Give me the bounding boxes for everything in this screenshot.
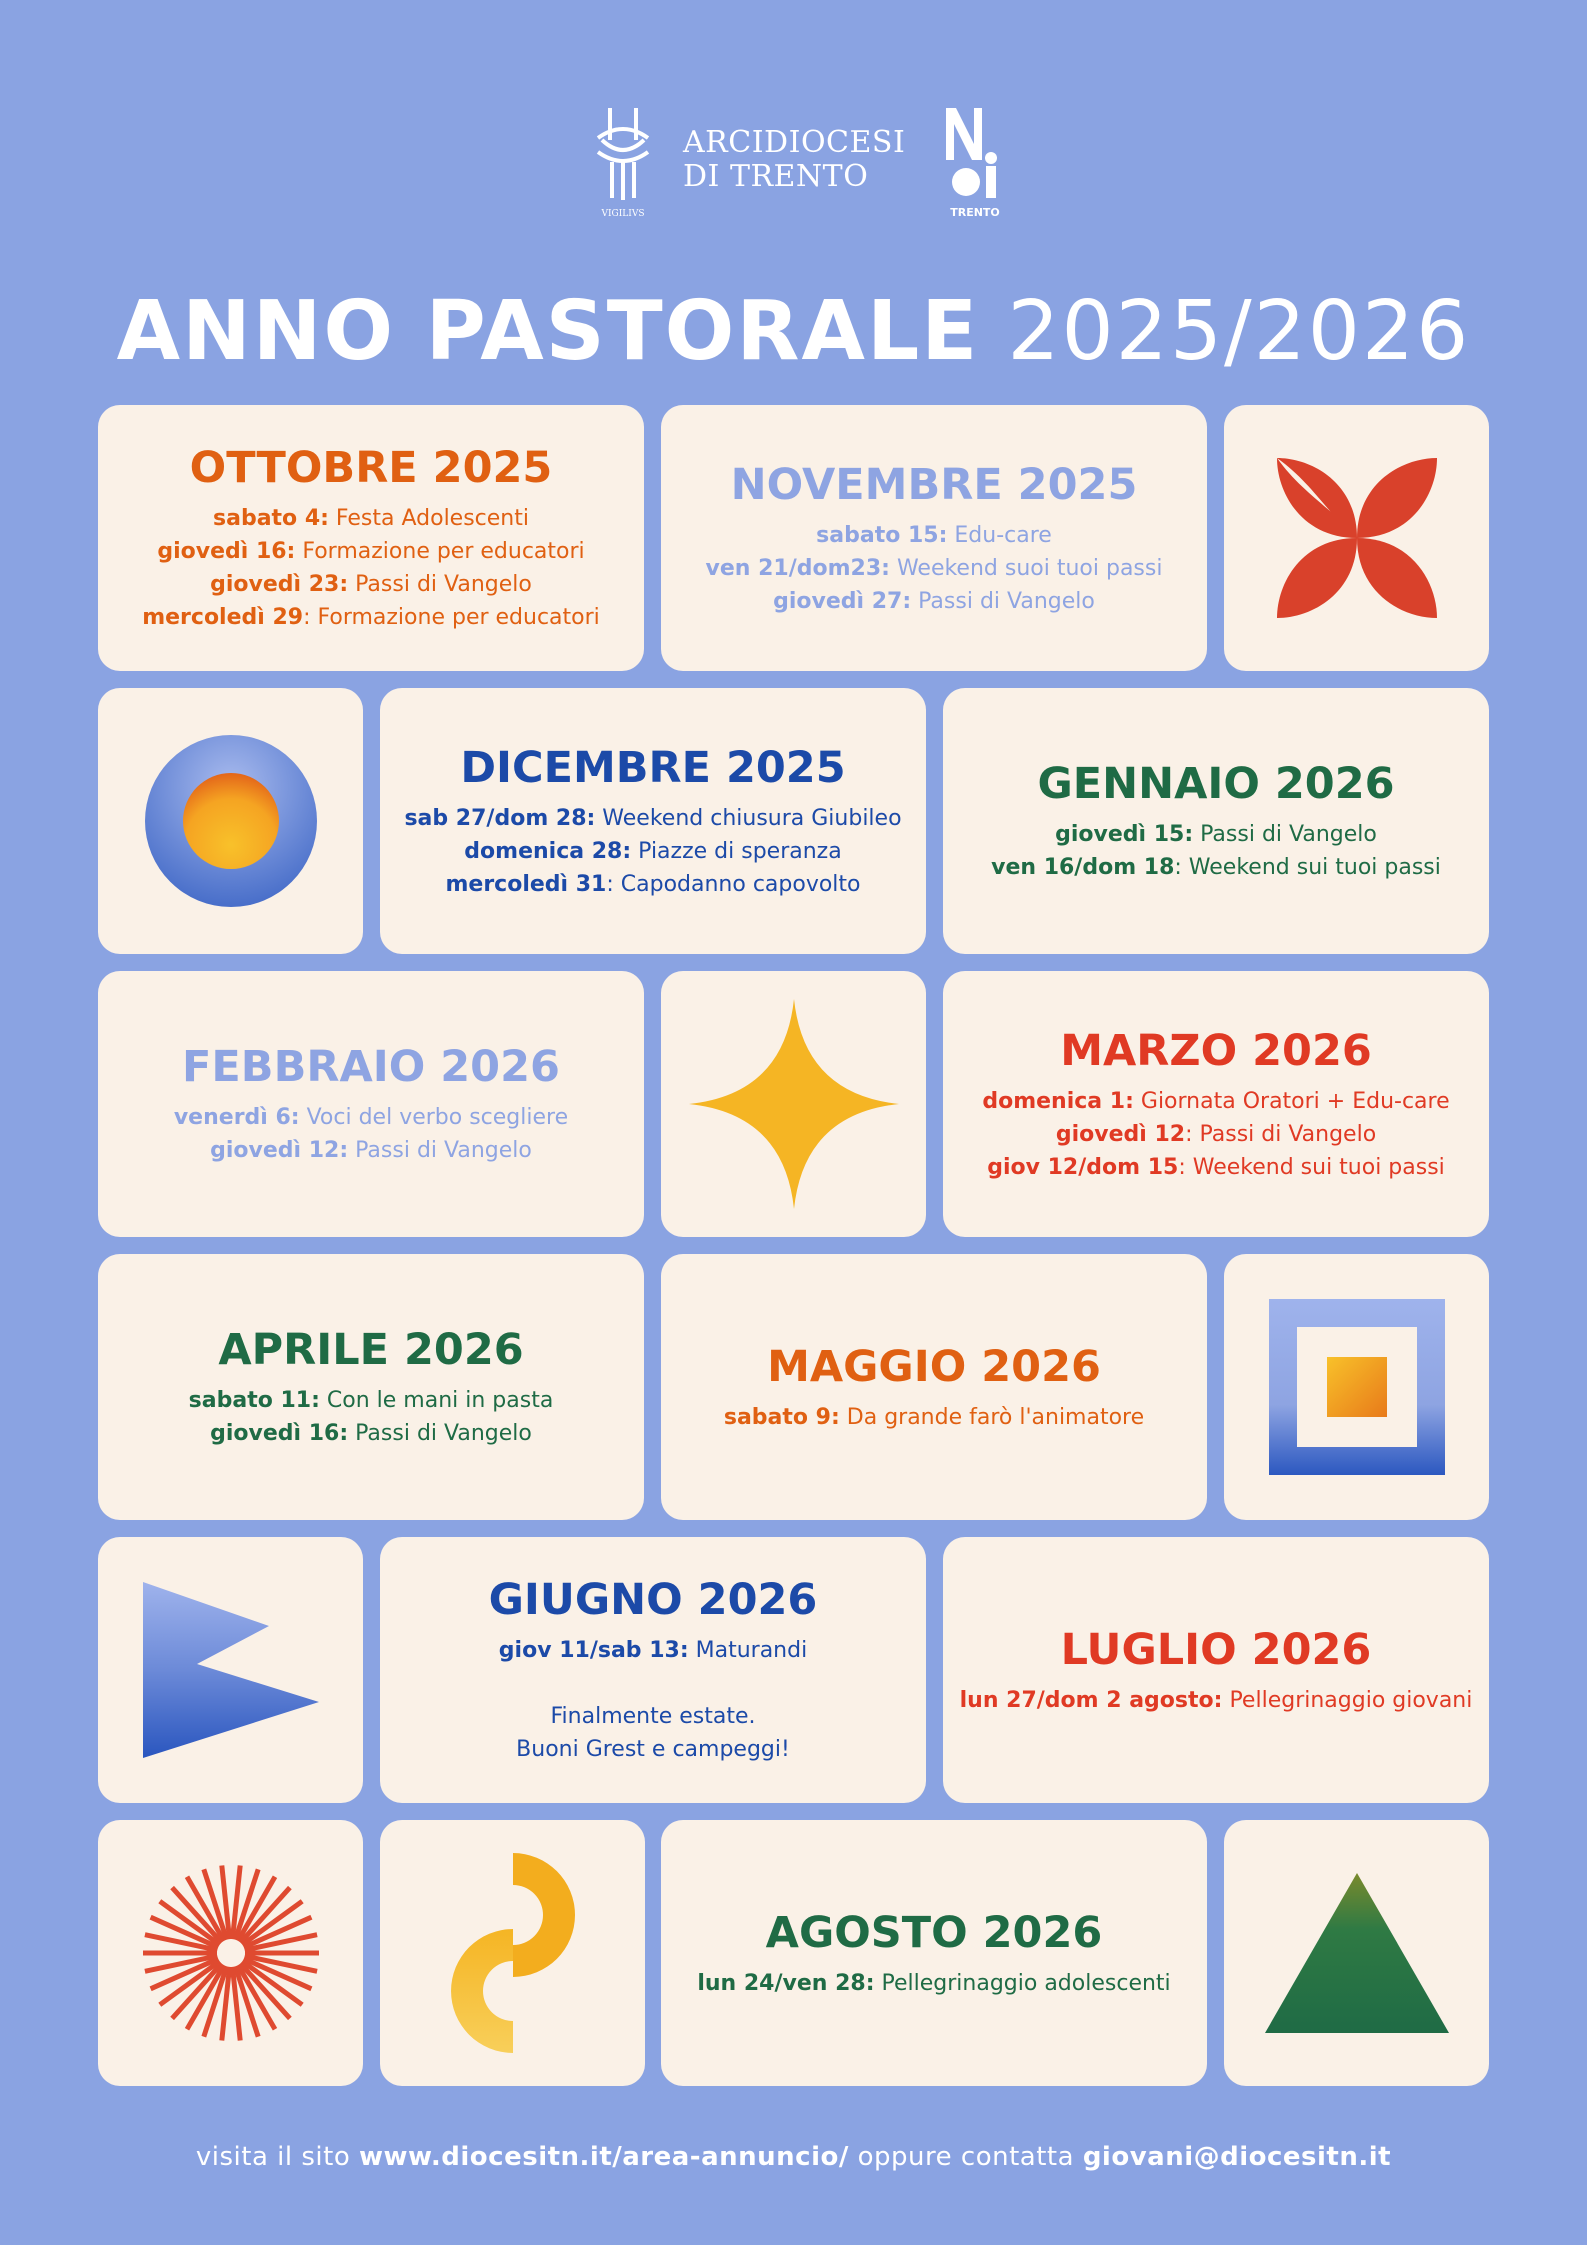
circle-sun-icon [141,731,321,911]
event-line: sab 27/dom 28: Weekend chiusura Giubileo [404,805,902,831]
event-line: giovedì 27: Passi di Vangelo [773,588,1095,614]
org-line1: ARCIDIOCESI [683,125,906,160]
footer-prefix: visita il sito [195,2142,360,2172]
month-title: APRILE 2026 [218,1325,524,1375]
header [0,100,1587,220]
month-title: DICEMBRE 2025 [460,742,846,793]
month-card-ottobre [98,405,644,671]
month-title: AGOSTO 2026 [765,1907,1103,1958]
archdiocese-wordmark [683,126,905,194]
month-card-giugno [380,1537,926,1803]
event-line: giovedì 12: Passi di Vangelo [1055,1121,1377,1147]
event-line: lun 27/dom 2 agosto: Pellegrinaggio giovani [959,1687,1473,1713]
icon-card [1224,1820,1489,2086]
icon-card [1224,1254,1489,1520]
icon-card [661,971,926,1237]
month-card-maggio [661,1254,1207,1520]
month-card-luglio [943,1537,1489,1803]
month-title: MAGGIO 2026 [767,1341,1101,1392]
event-line: mercoledì 29: Formazione per educatori [142,605,600,630]
event-line: mercoledì 31: Capodanno capovolto [445,871,861,897]
month-title: MARZO 2026 [1060,1025,1372,1076]
org-line2: DI TRENTO [683,159,869,194]
event-line: sabato 15: Edu-care [816,522,1052,548]
month-card-febbraio [98,971,644,1237]
vigilius-logo [588,100,658,220]
month-card-novembre [661,405,1207,671]
event-line: giov 11/sab 13: Maturandi [498,1638,808,1663]
event-line: ven 16/dom 18: Weekend sui tuoi passi [991,855,1441,880]
event-line: sabato 4: Festa Adolescenti [213,506,529,531]
icon-card [380,1820,645,2086]
event-line: domenica 28: Piazze di speranza [464,838,842,864]
title-year: 2025/2026 [1007,284,1471,379]
icon-card [98,1820,363,2086]
event-line: sabato 11: Con le mani in pasta [188,1388,554,1413]
month-title: FEBBRAIO 2026 [182,1042,560,1092]
month-title: LUGLIO 2026 [1060,1624,1372,1675]
interlocking-arcs-icon [438,1853,588,2053]
title-bold: ANNO PASTORALE [116,284,980,379]
month-card-aprile [98,1254,644,1520]
footer [0,2142,1587,2172]
nested-squares-icon [1269,1299,1445,1475]
month-card-gennaio [943,688,1489,954]
footer-site-link[interactable]: www.diocesitn.it/area-annuncio/ [359,2142,849,2172]
month-title: GIUGNO 2026 [488,1575,818,1625]
event-line: domenica 1: Giornata Oratori + Edu-care [982,1088,1450,1114]
page-title [0,282,1587,382]
noi-trento-logo [940,100,1010,220]
noi-caption: TRENTO [950,206,1000,219]
event-line: venerdì 6: Voci del verbo scegliere [173,1105,569,1130]
event-line: giov 12/dom 15: Weekend sui tuoi passi [987,1154,1445,1180]
giugno-note-line: Finalmente estate. [550,1704,756,1729]
event-line: ven 21/dom23: Weekend suoi tuoi passi [705,555,1163,581]
footer-email-link[interactable]: giovani@diocesitn.it [1082,2142,1392,2172]
petal-cross-icon [1272,453,1442,623]
four-point-star-icon [689,999,899,1209]
event-line: giovedì 12: Passi di Vangelo [210,1138,532,1163]
month-card-agosto [661,1820,1207,2086]
event-line: sabato 9: Da grande farò l'animatore [723,1404,1145,1430]
sunburst-icon [141,1863,321,2043]
icon-card [1224,405,1489,671]
icon-card [98,688,363,954]
event-line: giovedì 16: Formazione per educatori [157,539,585,564]
month-card-marzo [943,971,1489,1237]
month-card-dicembre [380,688,926,954]
vigilius-caption: VIGILIVS [601,209,645,219]
event-line: lun 24/ven 28: Pellegrinaggio adolescenti [697,1970,1171,1996]
giugno-note-line: Buoni Grest e campeggi! [516,1737,790,1762]
notched-triangle-icon [143,1582,319,1758]
month-title: OTTOBRE 2025 [189,443,553,493]
footer-middle: oppure contatta [848,2142,1083,2172]
icon-card [98,1537,363,1803]
month-title: NOVEMBRE 2025 [730,459,1138,510]
giugno-note-spacer [650,1667,657,1700]
event-line: giovedì 16: Passi di Vangelo [210,1421,532,1446]
event-line: giovedì 15: Passi di Vangelo [1055,822,1377,847]
event-line: giovedì 23: Passi di Vangelo [210,572,532,597]
month-title: GENNAIO 2026 [1037,759,1395,809]
green-triangle-icon [1265,1873,1449,2033]
